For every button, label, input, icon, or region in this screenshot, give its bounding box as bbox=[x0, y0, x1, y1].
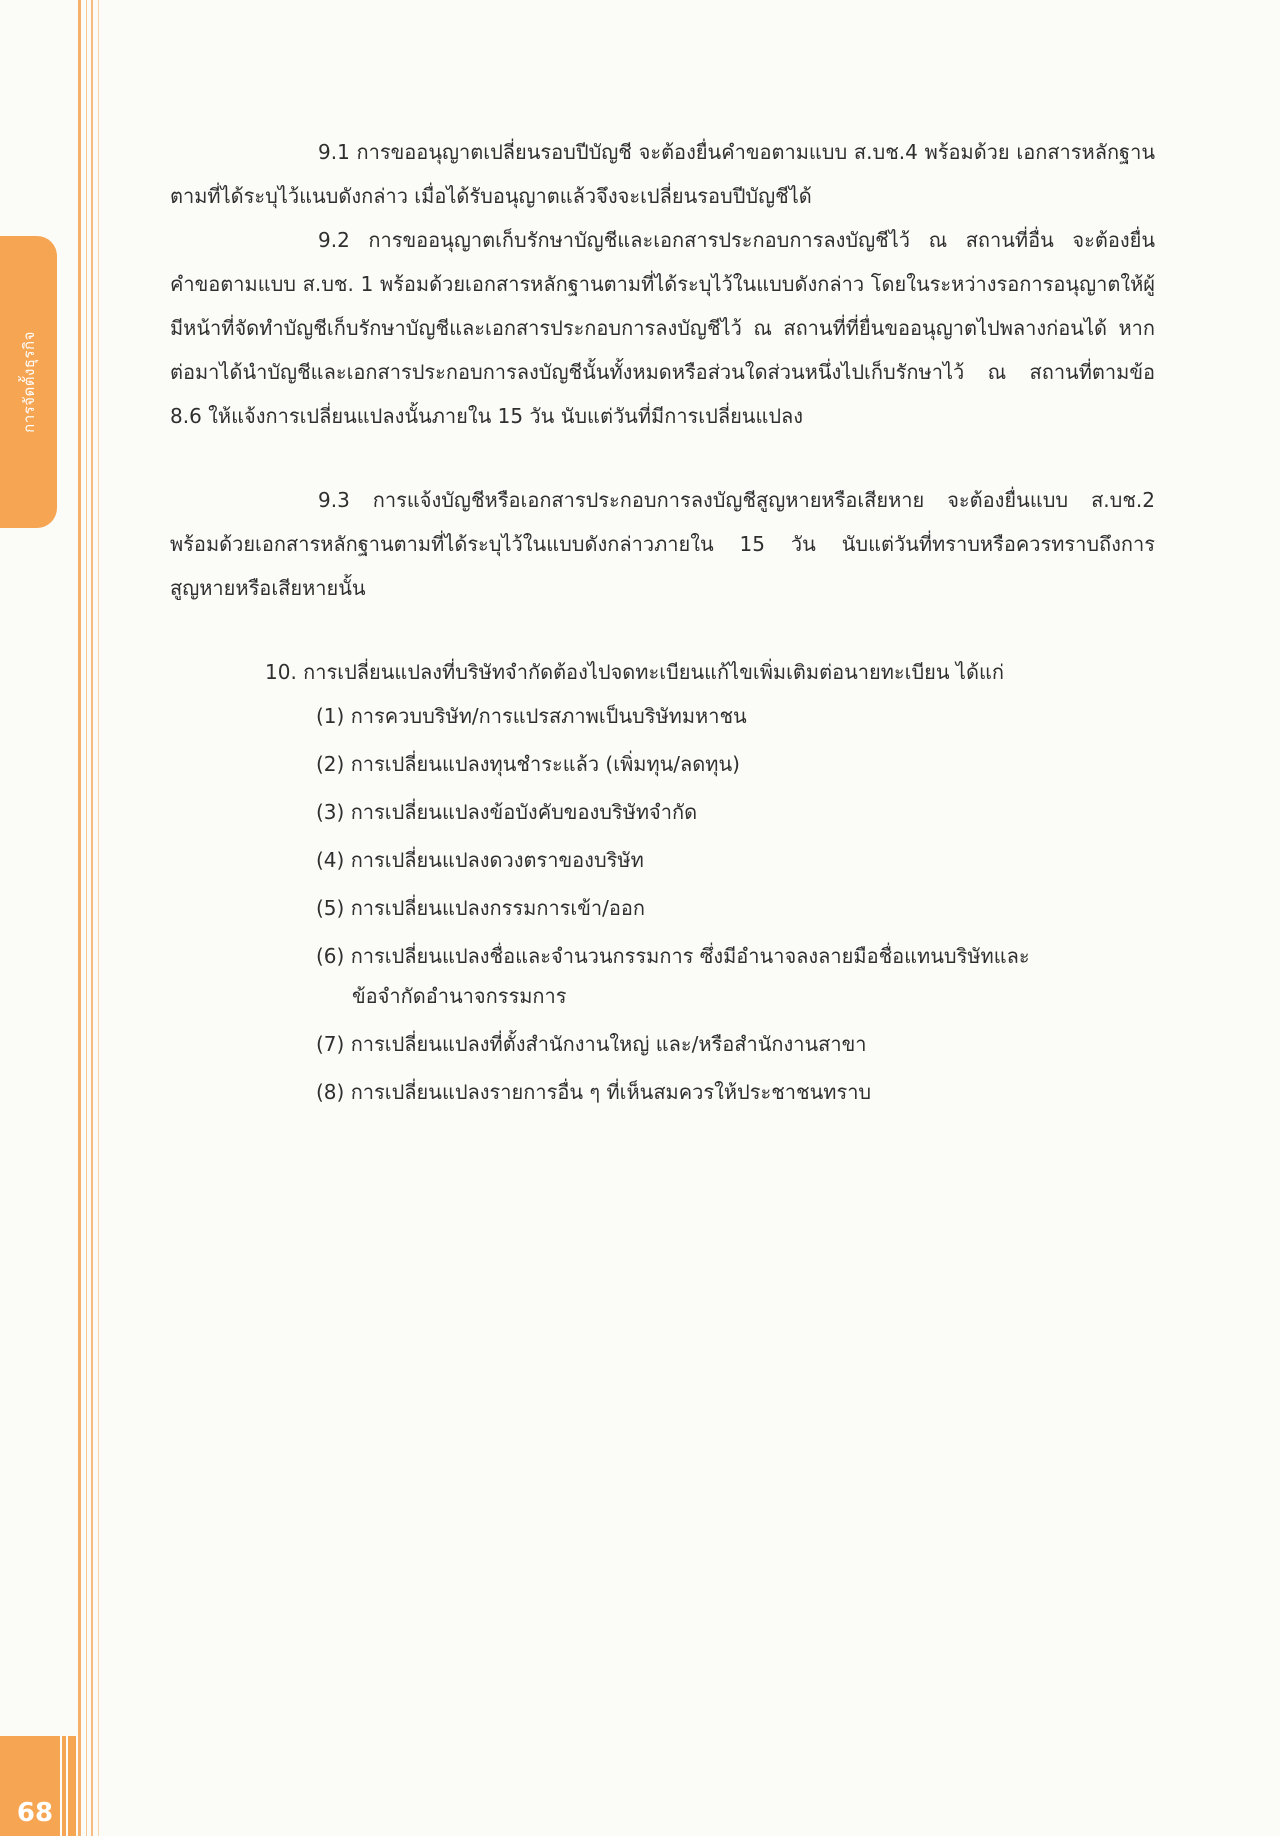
list-item: (2) การเปลี่ยนแปลงทุนชำระแล้ว (เพิ่มทุน/ลดทุน) bbox=[316, 752, 740, 776]
list-item: (3) การเปลี่ยนแปลงข้อบังคับของบริษัทจำกัด bbox=[316, 800, 698, 824]
margin-line bbox=[86, 0, 87, 1836]
paragraph-9-2 bbox=[170, 218, 1155, 438]
paragraph-9-1 bbox=[170, 130, 1155, 218]
p93-first: 9.3 การแจ้งบัญชีหรือเอกสารประกอบการลงบัญชีสูญหายหรือเสียหาย จะต้องยื่นแบบ bbox=[318, 488, 1069, 512]
list-item: (1) การควบบริษัท/การแปรสภาพเป็นบริษัทมหาชน bbox=[316, 704, 747, 728]
side-tab-label: การจัดตั้งธุรกิจ bbox=[19, 331, 38, 433]
side-tab-label-wrap bbox=[0, 236, 57, 528]
p91-first: 9.1 การขออนุญาตเปลี่ยนรอบปีบัญชี จะต้องยื่นคำขอตามแบบ ส.บช.4 พร้อมด้วย bbox=[318, 140, 1010, 164]
list-item-text: (6) การเปลี่ยนแปลงชื่อและจำนวนกรรมการ ซึ่งมีอำนาจลงลายมือชื่อแทนบริษัทและ bbox=[316, 944, 1030, 968]
list-item: (5) การเปลี่ยนแปลงกรรมการเข้า/ออก bbox=[316, 896, 646, 920]
p91-rest: เอกสารหลักฐานตามที่ได้ระบุไว้แนบดังกล่าว เมื่อได้รับอนุญาตแล้วจึงจะเปลี่ยนรอบปีบัญชีได้ bbox=[170, 140, 1155, 208]
list-item: (7) การเปลี่ยนแปลงที่ตั้งสำนักงานใหญ่ และ/หรือสำนักงานสาขา bbox=[316, 1032, 867, 1056]
section-10-heading: 10. การเปลี่ยนแปลงที่บริษัทจำกัดต้องไปจดทะเบียนแก้ไขเพิ่มเติมต่อนายทะเบียน ได้แก่ bbox=[265, 660, 1004, 684]
p92-rest: จะต้องยื่นคำขอตามแบบ ส.บช. 1 พร้อมด้วยเอกสารหลักฐานตามที่ได้ระบุไว้ในแบบดังกล่าว โดยในระหว่างรอการอนุญาตให้ผู้มีหน้าที่จัดทำบัญชีเก็บรักษาบัญชีและเอกสารประกอบการลงบัญชีไว้ ณ สถานที่ที่ยื่นขออนุญาตไปพลางก่อนได้ หากต่อมาได้นำบัญชีและเอกสารประกอบการลงบัญชีนั้นทั้งหมดหรือส่วนใดส่วนหนึ่งไปเก็บรักษาไว้ ณ สถานที่ตามข้อ 8.6 ให้แจ้งการเปลี่ยนแปลงนั้นภายใน 15 วัน นับแต่วันที่มีการเปลี่ยนแปลง bbox=[170, 228, 1156, 428]
list-item-continuation: ข้อจำกัดอำนาจกรรมการ bbox=[352, 984, 567, 1008]
p92-first: 9.2 การขออนุญาตเก็บรักษาบัญชีและเอกสารประกอบการลงบัญชีไว้ ณ สถานที่อื่น bbox=[318, 228, 1054, 252]
side-tab bbox=[0, 236, 57, 528]
list-item: (4) การเปลี่ยนแปลงดวงตราของบริษัท bbox=[316, 848, 644, 872]
list-item: (8) การเปลี่ยนแปลงรายการอื่น ๆ ที่เห็นสมควรให้ประชาชนทราบ bbox=[316, 1080, 872, 1104]
page-number: 68 bbox=[16, 1798, 54, 1828]
p93-rest: ส.บช.2 พร้อมด้วยเอกสารหลักฐานตามที่ได้ระบุไว้ในแบบดังกล่าวภายใน 15 วัน นับแต่วันที่ทราบหรือควรทราบถึงการสูญหายหรือเสียหายนั้น bbox=[170, 488, 1155, 600]
paragraph-9-3 bbox=[170, 478, 1155, 610]
margin-line bbox=[98, 0, 99, 1836]
margin-line bbox=[78, 0, 81, 1836]
margin-line bbox=[91, 0, 93, 1836]
change-list bbox=[316, 696, 1176, 1120]
list-item-6 bbox=[316, 936, 1176, 1016]
